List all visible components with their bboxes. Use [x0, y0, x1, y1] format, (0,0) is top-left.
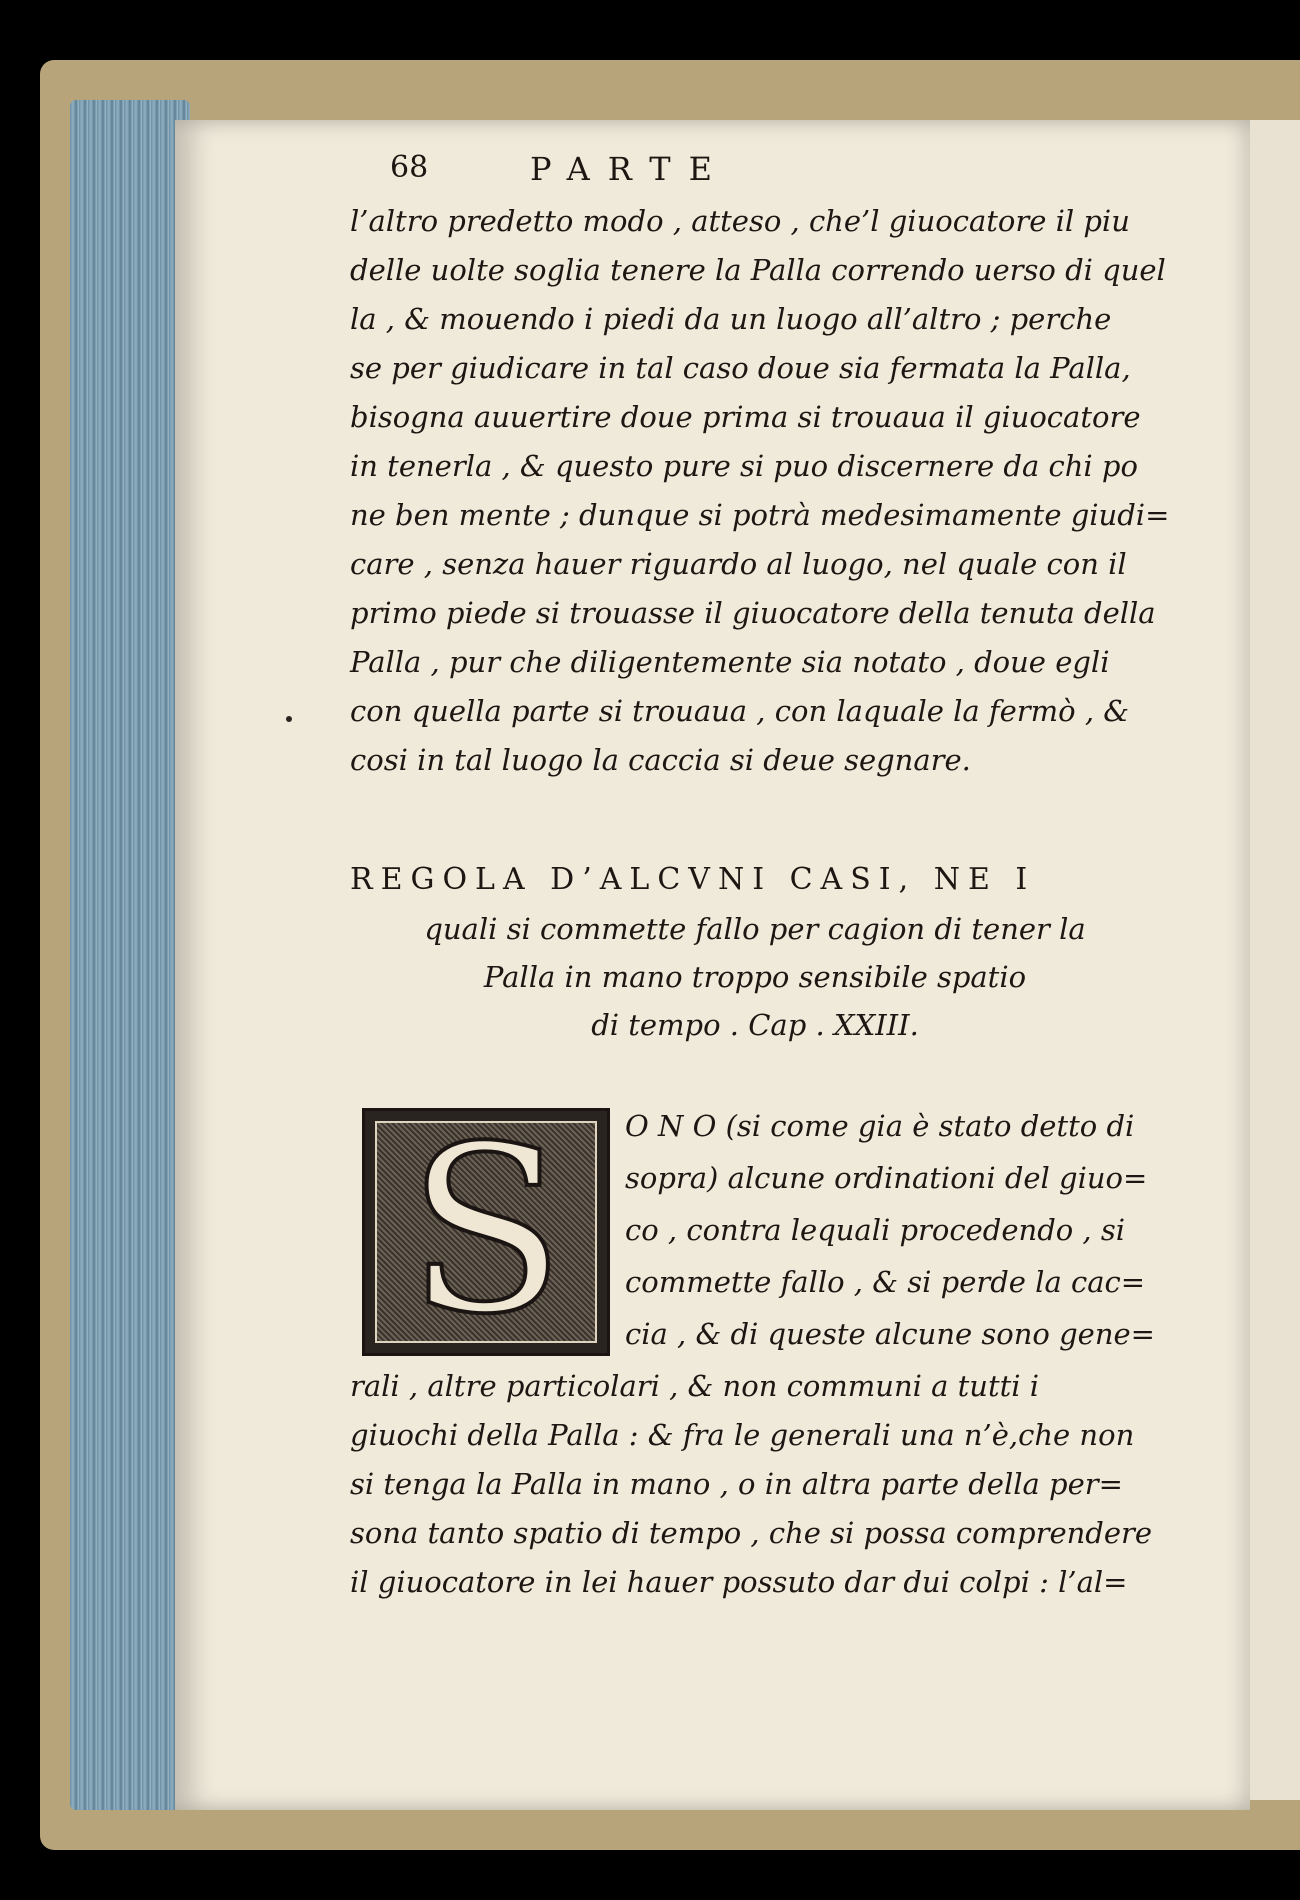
margin-dot: [286, 716, 292, 722]
text-line: care , senza hauer riguardo al luogo, nel quale con il: [350, 547, 1127, 581]
chapter-subtitle-line: Palla in mano troppo sensibile spatio: [483, 960, 1027, 994]
text-line: l’altro predetto modo , atteso , che’l giuocatore il piu: [350, 204, 1130, 238]
decorated-initial: [362, 1098, 610, 1365]
chapter-heading: REGOLA D’ALCVNI CASI, NE I: [350, 862, 1036, 897]
facing-page-edge: [1250, 120, 1300, 1800]
chapter-title: [350, 855, 1160, 1049]
text-line: in tenerla , & questo pure si puo discernere da chi po: [350, 449, 1138, 483]
chapter-subtitle-line: quali si commette fallo per cagion di tener la: [424, 912, 1086, 946]
text-line: commette fallo , & si perde la cac=: [625, 1265, 1146, 1299]
page-edges: [70, 100, 190, 1810]
text-line: si tenga la Palla in mano , o in altra parte della per=: [350, 1467, 1123, 1501]
text-line: rali , altre particolari , & non communi a tutti i: [350, 1369, 1040, 1403]
text-line: cia , & di queste alcune sono gene=: [625, 1317, 1155, 1351]
text-line: cosi in tal luogo la caccia si deue segnare.: [350, 743, 971, 777]
text-line: sona tanto spatio di tempo , che si possa comprendere: [350, 1516, 1153, 1550]
text-line: bisogna auuertire doue prima si trouaua il giuocatore: [350, 400, 1141, 434]
text-line: sopra) alcune ordinationi del giuo=: [625, 1161, 1148, 1195]
body-paragraph: [350, 1362, 1160, 1607]
initial-letter: S: [407, 1098, 565, 1365]
text-line: co , contra lequali procedendo , si: [625, 1213, 1126, 1247]
page-header: [390, 150, 910, 190]
text-line: il giuocatore in lei hauer possuto dar dui colpi : l’al=: [350, 1565, 1128, 1599]
running-head: PARTE: [530, 150, 730, 188]
text-line: O N O (si come gia è stato detto di: [625, 1109, 1135, 1143]
text-line: Palla , pur che diligentemente sia notato , doue egli: [350, 645, 1110, 679]
page-number: 68: [390, 150, 429, 185]
text-line: delle uolte soglia tenere la Palla correndo uerso di quel: [350, 253, 1166, 287]
text-line: ne ben mente ; dunque si potrà medesimamente giudi=: [350, 498, 1170, 532]
text-line: giuochi della Palla : & fra le generali una n’è,che non: [350, 1418, 1135, 1452]
top-paragraph: [350, 197, 1170, 785]
chapter-subtitle-line: di tempo . Cap . XXIII.: [591, 1008, 919, 1042]
text-line: la , & mouendo i piedi da un luogo all’altro ; perche: [350, 302, 1112, 336]
text-line: se per giudicare in tal caso doue sia fermata la Palla,: [350, 351, 1131, 385]
text-line: con quella parte si trouaua , con laquale la fermò , &: [350, 694, 1130, 728]
text-line: primo piede si trouasse il giuocatore della tenuta della: [350, 596, 1156, 630]
initial-paragraph: [625, 1100, 1160, 1360]
